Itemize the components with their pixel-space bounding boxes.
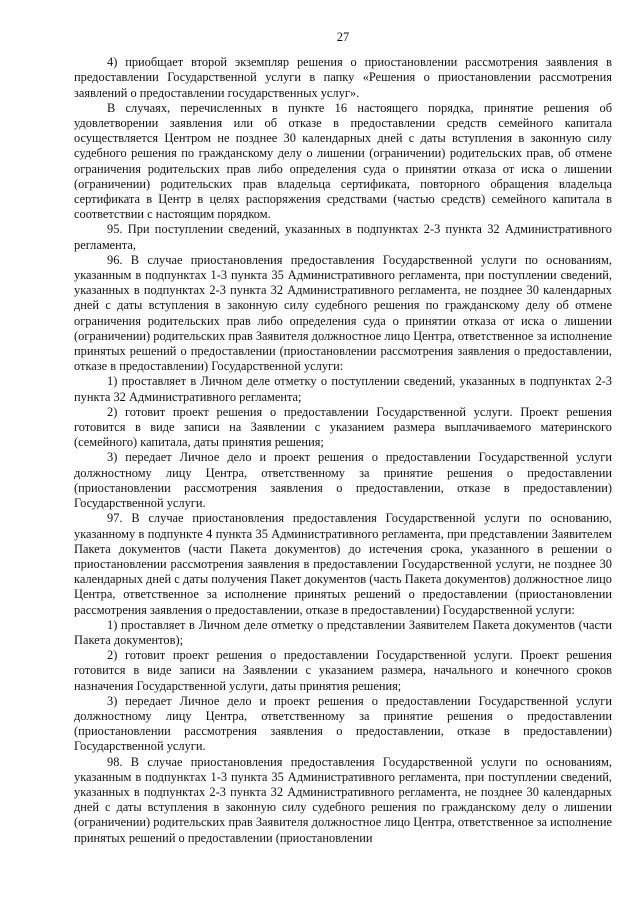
paragraph-96-item-3: 3) передает Личное дело и проект решения о предоставлении Государственной услуги должностному лицу Центра, ответственному за принятие решения о предоставлении (приостановлении рассмотрения заявления о предоставлении, отказе в предоставлении) Государственной услуги. xyxy=(74,450,612,511)
paragraph-96-item-1: 1) проставляет в Личном деле отметку о поступлении сведений, указанных в подпунктах 2-3 пункта 32 Административного регламента; xyxy=(74,374,612,404)
paragraph-cases-16: В случаях, перечисленных в пункте 16 настоящего порядка, принятие решения об удовлетворении заявления или об отказе в предоставлении средств семейного капитала осуществляется Центром не позднее 30 календарных дней с даты вступления в законную силу судебного решения по гражданскому делу о лишении (ограничении) родительских прав, об отмене ограничения родительских прав либо определения суда о принятии отказа от иска о лишении (ограничении) родительских прав владельца сертификата, повторного обращения владельца сертификата в Центр в целях распоряжения средствами (частью средств) семейного капитала в соответствии с настоящим порядком. xyxy=(74,100,612,222)
paragraph-97-item-3: 3) передает Личное дело и проект решения о предоставлении Государственной услуги должностному лицу Центра, ответственному за принятие решения о предоставлении (приостановлении рассмотрения заявления о предоставлении, отказе в предоставлении) Государственной услуги. xyxy=(74,693,612,754)
page-number: 27 xyxy=(336,30,350,44)
paragraph-item-4: 4) приобщает второй экземпляр решения о приостановлении рассмотрения заявления в предоставлении Государственной услуги в папку «Решения о приостановлении рассмотрения заявлений о предоставлении государственных услуг». xyxy=(74,55,612,100)
paragraph-97-item-1: 1) проставляет в Личном деле отметку о представлении Заявителем Пакета документов (части Пакета документов); xyxy=(74,617,612,647)
paragraph-97-item-2: 2) готовит проект решения о предоставлении Государственной услуги. Проект решения готовится в виде записи на Заявлении с указанием размера, начального и конечного сроков назначения Государственной услуги, даты принятия решения; xyxy=(74,648,612,693)
paragraph-98: 98. В случае приостановления предоставления Государственной услуги по основаниям, указанным в подпунктах 1-3 пункта 35 Административного регламента, при поступлении сведений, указанных в подпунктах 2-3 пункта 32 Административного регламента, не позднее 30 календарных дней с даты вступления в законную силу судебного решения по гражданскому делу о лишении (ограничении) родительских прав Заявителя должностное лицо Центра, ответственное за исполнение принятых решений о предоставлении (приостановлении xyxy=(74,754,612,845)
paragraph-97: 97. В случае приостановления предоставления Государственной услуги по основанию, указанному в подпункте 4 пункта 35 Административного регламента, при представлении Заявителем Пакета документов (части Пакета документов) до истечения срока, указанного в решении о приостановлении рассмотрения заявления в предоставлении Государственной услуги, не позднее 30 календарных дней с даты получения Пакет документов (часть Пакета документов) должностное лицо Центра, ответственное за исполнение принятых решений о предоставлении (приостановлении рассмотрения заявления о предоставлении, отказе в предоставлении) Государственной услуги: xyxy=(74,511,612,617)
document-page xyxy=(74,0,612,846)
paragraph-96-item-2: 2) готовит проект решения о предоставлении Государственной услуги. Проект решения готовится в виде записи на Заявлении с указанием размера выплачиваемого материнского (семейного) капитала, даты принятия решения; xyxy=(74,404,612,450)
paragraph-96: 96. В случае приостановления предоставления Государственной услуги по основаниям, указанным в подпунктах 1-3 пункта 35 Административного регламента, при поступлении сведений, указанных в подпунктах 2-3 пункта 32 Административного регламента, не позднее 30 календарных дней с даты вступления в законную силу судебного решения по гражданскому делу об отмене ограничения родительских прав либо определения суда о принятии отказа от иска о лишении (ограничении) родительских прав Заявителя должностное лицо Центра, ответственное за исполнение принятых решений о предоставлении (приостановлении рассмотрения заявления о предоставлении, отказе в предоставлении) Государственной услуги: xyxy=(74,252,612,374)
paragraph-95: 95. При поступлении сведений, указанных в подпунктах 2-3 пункта 32 Административного регламента, xyxy=(74,222,612,252)
